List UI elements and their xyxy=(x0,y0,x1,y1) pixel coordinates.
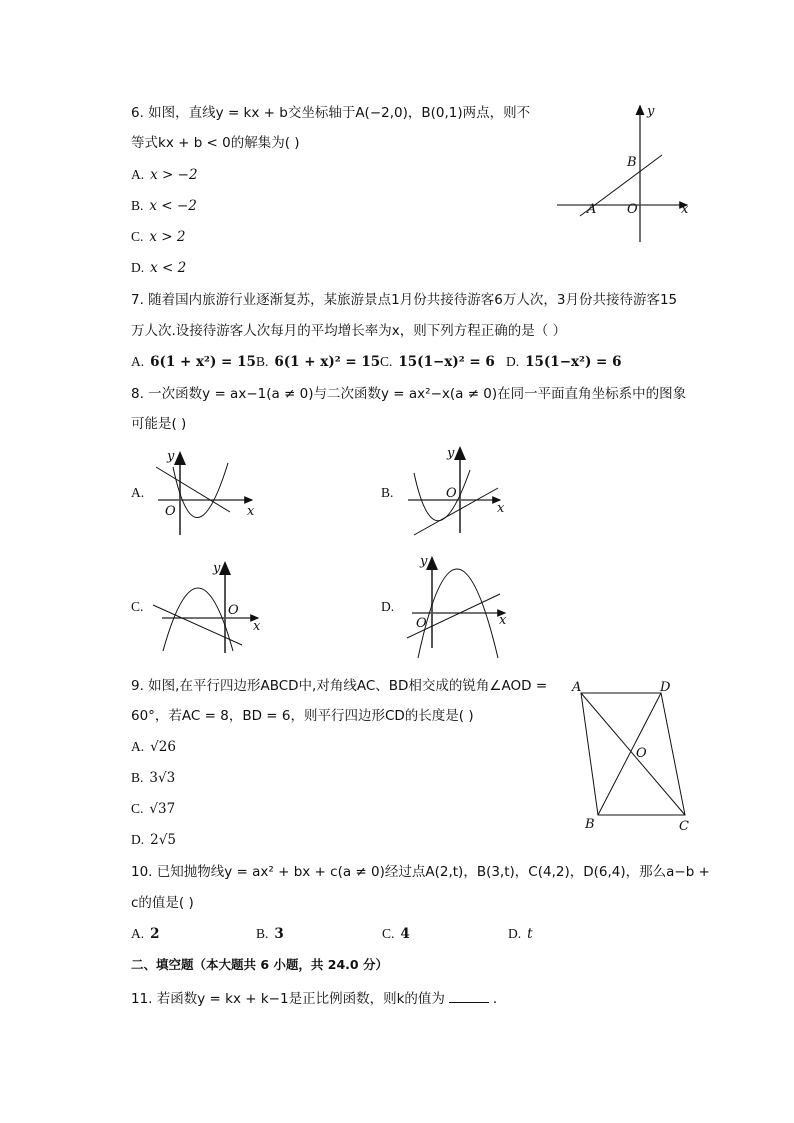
center-o-label: O xyxy=(636,746,647,761)
q10-option-d xyxy=(508,925,533,943)
origin-label: O xyxy=(228,603,239,618)
option-value: 6(1 + x²) = 15 xyxy=(150,354,256,370)
option-label: B. xyxy=(131,770,144,785)
q9-option-a xyxy=(131,738,176,756)
q8-option-a-label xyxy=(131,484,150,502)
option-value: 4 xyxy=(400,926,410,942)
q9-parallelogram-figure xyxy=(565,675,700,835)
q11-stem xyxy=(131,988,506,1008)
y-axis-label: y xyxy=(420,554,428,569)
option-value: t xyxy=(527,926,533,942)
option-value: 15(1−x²) = 6 xyxy=(525,354,622,370)
x-axis-label: x xyxy=(497,501,505,516)
option-value: 3 xyxy=(274,926,284,942)
option-label: D. xyxy=(131,260,145,275)
y-axis-label: y xyxy=(167,449,175,464)
option-value: x < −2 xyxy=(149,198,197,214)
option-label: D. xyxy=(506,354,520,369)
option-label: C. xyxy=(131,801,144,816)
option-label: B. xyxy=(381,485,394,500)
q11-end-punct: ． xyxy=(492,991,507,1007)
q8-stem-line2: 可能是( ) xyxy=(131,416,187,432)
q10-option-c xyxy=(382,925,410,943)
option-label: C. xyxy=(382,926,395,941)
x-axis-label: x xyxy=(681,202,689,217)
option-value: x > 2 xyxy=(149,229,186,245)
origin-label: O xyxy=(165,504,176,519)
option-label: C. xyxy=(131,229,144,244)
q10-option-a xyxy=(131,925,160,943)
q8-option-d-label xyxy=(381,598,400,616)
q8-graph-d xyxy=(400,550,520,660)
option-label: D. xyxy=(131,832,145,847)
y-axis-label: y xyxy=(647,104,655,119)
q6-stem-line1: 6. 如图，直线y = kx + b交坐标轴于A(−2,0)，B(0,1)两点，则不 xyxy=(131,105,531,121)
option-value: √26 xyxy=(150,739,176,755)
q10-option-b xyxy=(256,925,284,943)
answer-blank[interactable] xyxy=(449,988,489,1003)
option-label: A. xyxy=(131,354,145,369)
option-value: 6(1 + x)² = 15 xyxy=(274,354,381,370)
q7-option-b xyxy=(256,353,380,371)
x-axis-label: x xyxy=(499,613,507,628)
option-value: x < 2 xyxy=(150,260,187,276)
q7-stem-line1: 7. 随着国内旅游行业逐渐复苏，某旅游景点1月份共接待游客6万人次，3月份共接待游客15 xyxy=(131,292,678,308)
q6-option-a xyxy=(131,166,198,184)
q9-option-d xyxy=(131,831,176,849)
q10-stem-line2: c的值是( ) xyxy=(131,895,194,911)
point-b-label: B xyxy=(627,155,637,170)
option-value: 2 xyxy=(150,926,160,942)
option-label: A. xyxy=(131,739,145,754)
vertex-d-label: D xyxy=(660,680,671,695)
option-label: A. xyxy=(131,926,145,941)
origin-label: O xyxy=(446,486,457,501)
option-value: x > −2 xyxy=(150,167,198,183)
q6-stem-line2: 等式kx + b < 0的解集为( ) xyxy=(131,135,300,151)
option-label: B. xyxy=(256,354,269,369)
option-label: C. xyxy=(380,354,393,369)
origin-label: O xyxy=(416,616,427,631)
option-label: A. xyxy=(131,167,145,182)
q8-graph-c xyxy=(150,555,270,660)
section-heading-fill-in-blank: 二、填空题（本大题共 6 小题，共 24.0 分） xyxy=(131,957,388,972)
q8-stem-line1: 8. 一次函数y = ax−1(a ≠ 0)与二次函数y = ax²−x(a ≠ 0)在同一平面直角坐标系中的图象 xyxy=(131,386,687,402)
option-label: B. xyxy=(131,198,144,213)
q10-stem-line1: 10. 已知抛物线y = ax² + bx + c(a ≠ 0)经过点A(2,t)，B(3,t)，C(4,2)，D(6,4)，那么a−b + xyxy=(131,864,710,880)
option-value: 2√5 xyxy=(150,832,176,848)
vertex-a-label: A xyxy=(572,680,582,695)
y-axis-label: y xyxy=(447,446,455,461)
q6-option-d xyxy=(131,259,186,277)
option-label: B. xyxy=(256,926,269,941)
q8-graph-b xyxy=(400,440,515,540)
q7-option-a xyxy=(131,353,256,371)
x-axis-label: x xyxy=(253,619,261,634)
option-value: 3√3 xyxy=(149,770,176,786)
option-label: A. xyxy=(131,485,145,500)
q11-text: 11. 若函数y = kx + k−1是正比例函数，则k的值为 xyxy=(131,991,445,1007)
x-axis-label: x xyxy=(247,504,255,519)
q6-figure-line-graph xyxy=(555,100,695,245)
option-label: C. xyxy=(131,599,144,614)
point-a-label: A xyxy=(587,202,597,217)
q7-option-c xyxy=(380,353,495,371)
q8-option-b-label xyxy=(381,484,399,502)
q9-stem-line1: 9. 如图,在平行四边形ABCD中,对角线AC、BD相交成的锐角∠AOD = xyxy=(131,678,548,694)
vertex-c-label: C xyxy=(679,819,689,834)
q9-option-c xyxy=(131,800,175,818)
origin-label: O xyxy=(627,202,638,217)
q9-stem-line2: 60°，若AC = 8，BD = 6，则平行四边形CD的长度是( ) xyxy=(131,708,474,724)
q9-option-b xyxy=(131,769,175,787)
q8-graph-a xyxy=(150,445,265,540)
q6-option-b xyxy=(131,197,197,215)
y-axis-label: y xyxy=(213,561,221,576)
vertex-b-label: B xyxy=(585,817,595,832)
option-value: √37 xyxy=(149,801,176,817)
q7-stem-line2: 万人次.设接待游客人次每月的平均增长率为x，则下列方程正确的是（ ） xyxy=(131,323,567,339)
option-label: D. xyxy=(508,926,522,941)
q7-option-d xyxy=(506,353,621,371)
option-label: D. xyxy=(381,599,395,614)
option-value: 15(1−x)² = 6 xyxy=(398,354,495,370)
q6-option-c xyxy=(131,228,186,246)
q8-option-c-label xyxy=(131,598,149,616)
